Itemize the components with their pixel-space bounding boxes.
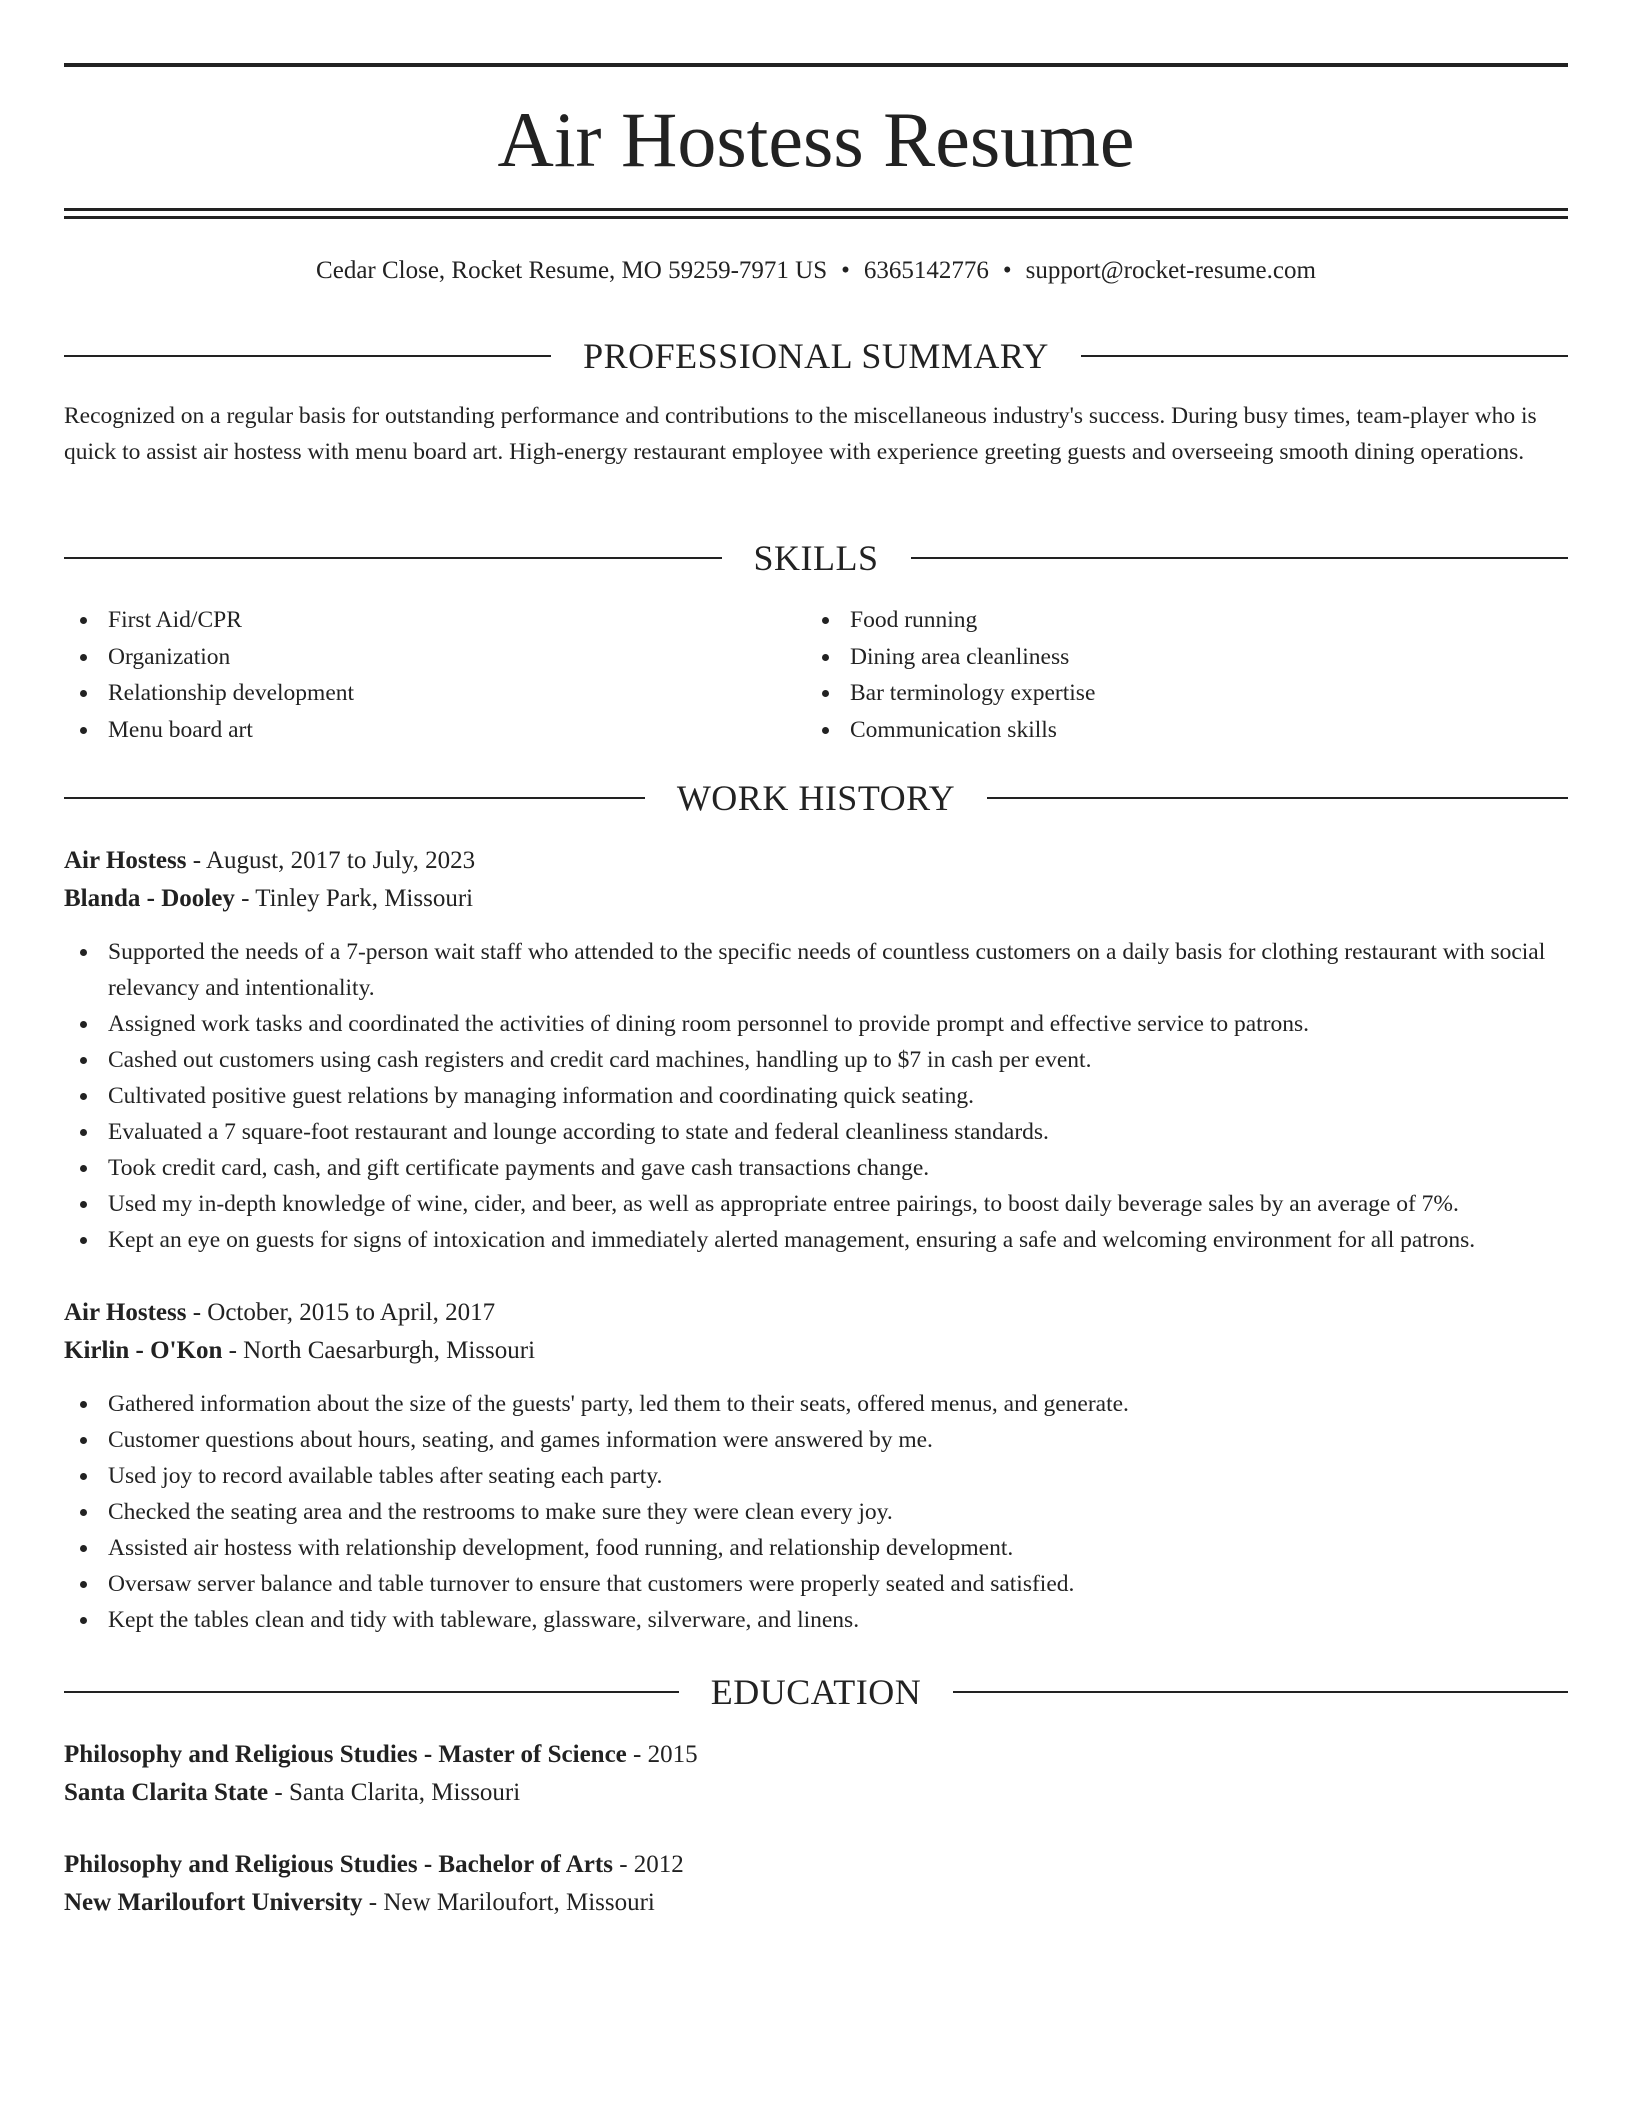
job-dates: - August, 2017 to July, 2023 — [192, 847, 476, 874]
education-year: - 2015 — [633, 1741, 698, 1768]
skills-list-left — [64, 602, 764, 748]
skill-item: Communication skills — [806, 712, 1506, 749]
job-bullet: Cultivated positive guest relations by managing information and coordinating quick seating. — [64, 1078, 1568, 1114]
job-bullet: Assigned work tasks and coordinated the activities of dining room personnel to provide prompt and effective service to patrons. — [64, 1006, 1568, 1042]
skill-item: Organization — [64, 639, 764, 676]
job-title-line — [64, 1294, 1568, 1332]
job-bullet: Oversaw server balance and table turnover to ensure that customers were properly seated and satisfied. — [64, 1566, 1568, 1602]
job-entry — [64, 1294, 1568, 1638]
skills-list-right — [806, 602, 1506, 748]
job-company: Kirlin - O'Kon — [64, 1337, 223, 1364]
education-degree: Philosophy and Religious Studies - Master of Science — [64, 1741, 627, 1768]
section-header-summary — [64, 334, 1568, 378]
skill-item: Dining area cleanliness — [806, 639, 1506, 676]
job-title: Air Hostess — [64, 847, 187, 874]
education-degree: Philosophy and Religious Studies - Bachelor of Arts — [64, 1851, 613, 1878]
job-company-line — [64, 880, 1568, 918]
job-bullet: Took credit card, cash, and gift certificate payments and gave cash transactions change. — [64, 1150, 1568, 1186]
job-bullet: Evaluated a 7 square-foot restaurant and lounge according to state and federal cleanliness standards. — [64, 1114, 1568, 1150]
contact-email: support@rocket-resume.com — [1025, 257, 1316, 284]
section-rule-left — [64, 797, 645, 799]
job-location: - North Caesarburgh, Missouri — [228, 1337, 536, 1364]
header-double-rule-lower — [64, 216, 1568, 219]
section-rule-left — [64, 1691, 679, 1693]
education-school-line — [64, 1774, 1568, 1812]
section-rule-right — [953, 1691, 1568, 1693]
job-company-line — [64, 1332, 1568, 1370]
resume-title: Air Hostess Resume — [497, 96, 1135, 183]
education-degree-line — [64, 1846, 1568, 1884]
job-company: Blanda - Dooley — [64, 885, 235, 912]
section-rule-right — [911, 557, 1569, 559]
job-bullets — [64, 1386, 1568, 1638]
education-location: - New Mariloufort, Missouri — [368, 1889, 655, 1916]
education-location: - Santa Clarita, Missouri — [274, 1779, 521, 1806]
contact-separator: • — [841, 257, 850, 284]
job-title: Air Hostess — [64, 1299, 187, 1326]
header-top-rule — [64, 63, 1568, 67]
education-degree-line — [64, 1736, 1568, 1774]
job-location: - Tinley Park, Missouri — [241, 885, 474, 912]
job-bullet: Gathered information about the size of the guests' party, led them to their seats, offered menus, and generate. — [64, 1386, 1568, 1422]
section-rule-left — [64, 355, 551, 357]
job-bullet: Assisted air hostess with relationship development, food running, and relationship development. — [64, 1530, 1568, 1566]
contact-phone: 6365142776 — [863, 257, 989, 284]
job-bullet: Cashed out customers using cash registers and credit card machines, handling up to $7 in cash per event. — [64, 1042, 1568, 1078]
section-header-work-history — [64, 776, 1568, 820]
job-bullets — [64, 934, 1568, 1258]
skill-item: Food running — [806, 602, 1506, 639]
job-bullet: Kept an eye on guests for signs of intoxication and immediately alerted management, ensuring a safe and welcoming environment for all patrons. — [64, 1222, 1568, 1258]
job-dates: - October, 2015 to April, 2017 — [192, 1299, 496, 1326]
skill-item: Menu board art — [64, 712, 764, 749]
contact-separator: • — [1002, 257, 1012, 284]
section-rule-right — [987, 797, 1568, 799]
education-school: New Mariloufort University — [64, 1889, 363, 1916]
section-title: SKILLS — [753, 538, 879, 578]
job-entry — [64, 842, 1568, 1258]
education-year: - 2012 — [619, 1851, 684, 1878]
section-title: EDUCATION — [710, 1672, 922, 1712]
contact-line — [64, 254, 1568, 288]
section-rule-left — [64, 557, 722, 559]
skill-item: Relationship development — [64, 675, 764, 712]
education-school: Santa Clarita State — [64, 1779, 269, 1806]
job-bullet: Used joy to record available tables after seating each party. — [64, 1458, 1568, 1494]
section-header-education — [64, 1670, 1568, 1714]
education-school-line — [64, 1884, 1568, 1922]
section-title: PROFESSIONAL SUMMARY — [583, 336, 1049, 376]
section-title: WORK HISTORY — [676, 778, 956, 818]
education-entry — [64, 1846, 1568, 1922]
header-double-rule-upper — [64, 208, 1568, 211]
job-bullet: Used my in-depth knowledge of wine, cider, and beer, as well as appropriate entree pairings, to boost daily beverage sales by an average of 7%. — [64, 1186, 1568, 1222]
job-bullet: Customer questions about hours, seating, and games information were answered by me. — [64, 1422, 1568, 1458]
section-header-skills — [64, 536, 1568, 580]
skill-item: Bar terminology expertise — [806, 675, 1506, 712]
contact-address: Cedar Close, Rocket Resume, MO 59259-7971 US — [316, 257, 828, 284]
skill-item: First Aid/CPR — [64, 602, 764, 639]
section-rule-right — [1081, 355, 1568, 357]
job-bullet: Kept the tables clean and tidy with tableware, glassware, silverware, and linens. — [64, 1602, 1568, 1638]
job-bullet: Checked the seating area and the restrooms to make sure they were clean every joy. — [64, 1494, 1568, 1530]
education-entry — [64, 1736, 1568, 1812]
job-title-line — [64, 842, 1568, 880]
job-bullet: Supported the needs of a 7-person wait staff who attended to the specific needs of countless customers on a daily basis for clothing restaurant with social relevancy and intentionality. — [64, 934, 1568, 1006]
summary-text: Recognized on a regular basis for outstanding performance and contributions to the miscellaneous industry's success. During busy times, team-player who is quick to assist air hostess with menu board art. High-energy restaurant employee with experience greeting guests and overseeing smooth dining operations. — [64, 403, 1537, 465]
